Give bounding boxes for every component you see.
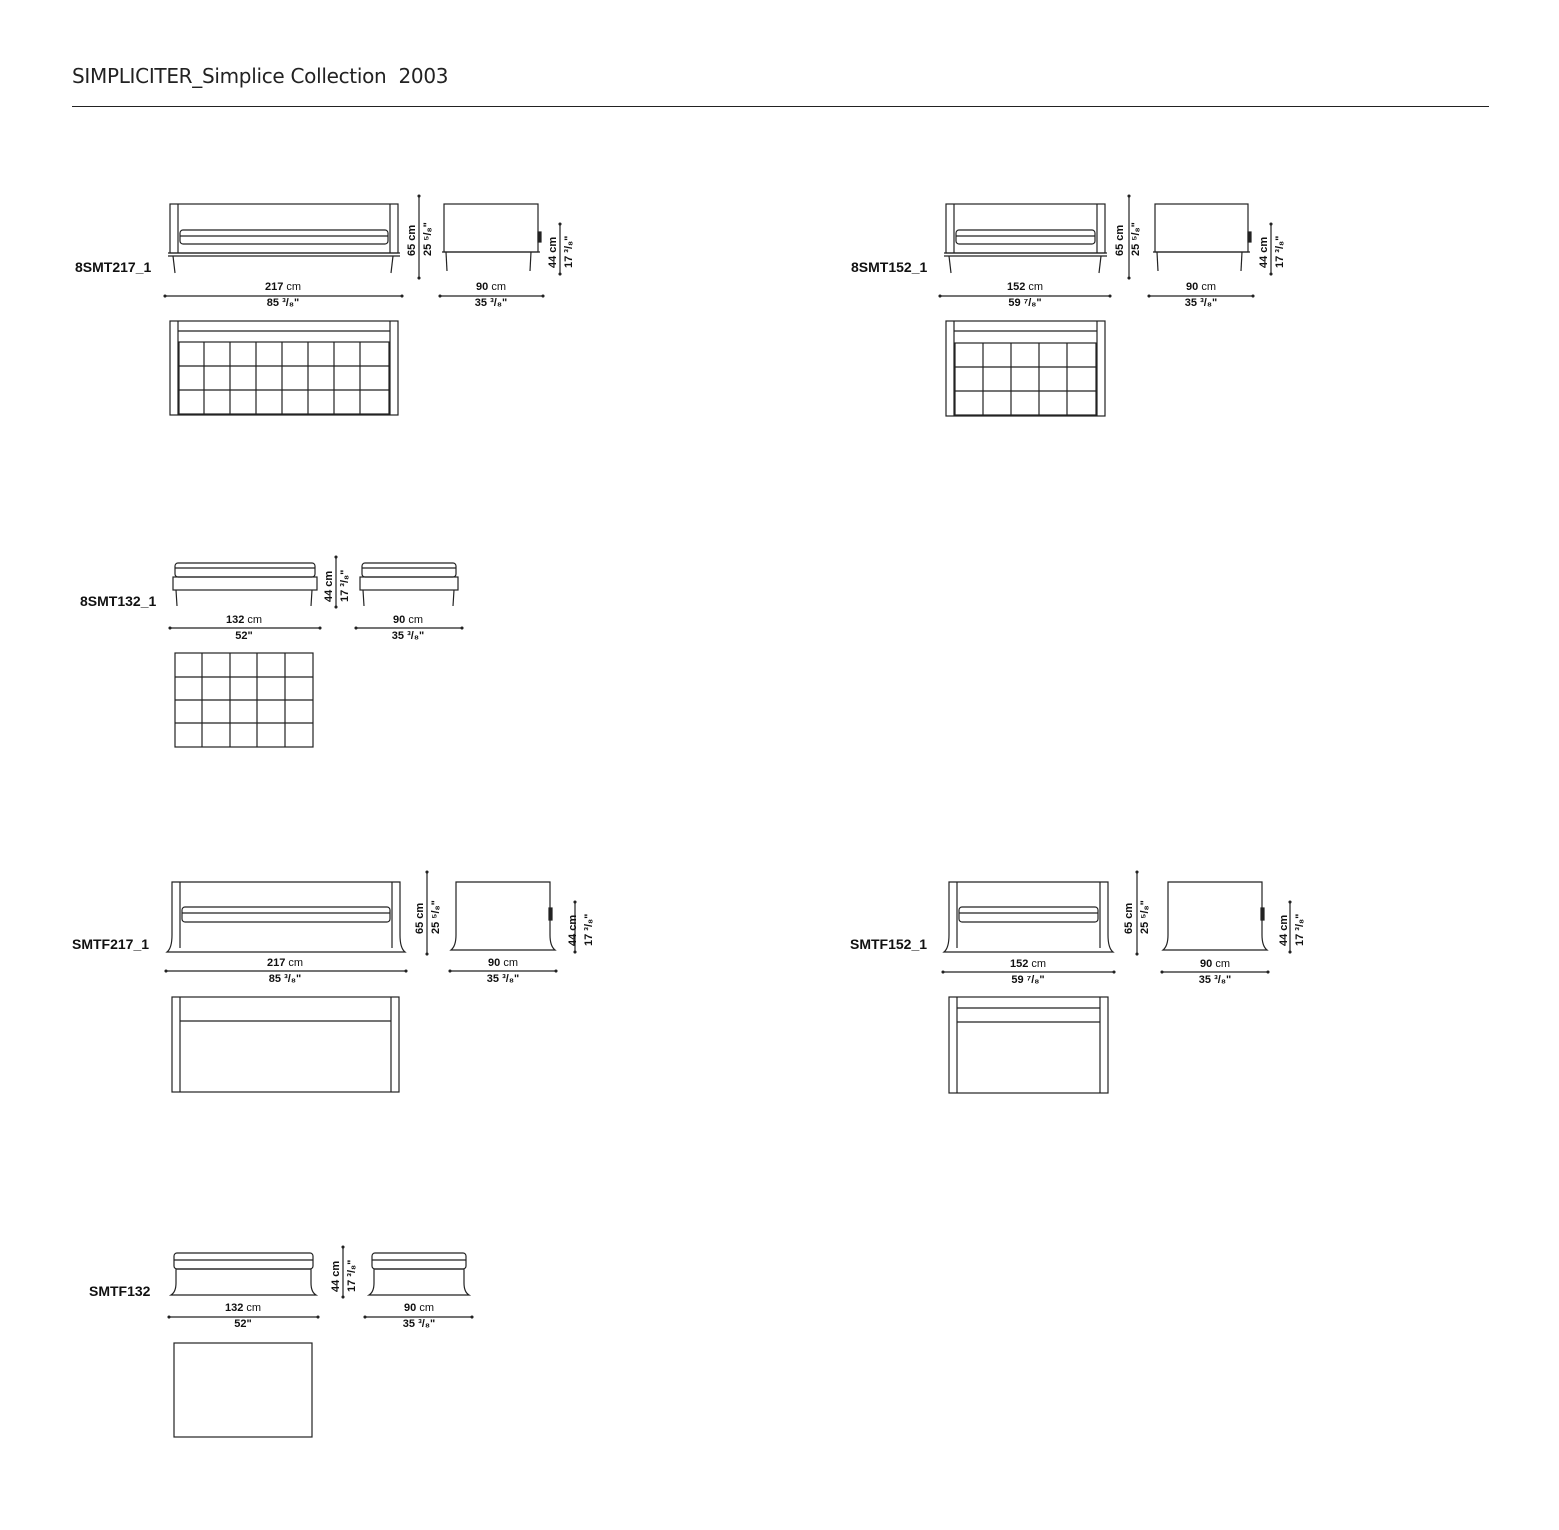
seat-height-in-label: 17 ³/₈": [1274, 235, 1286, 268]
height-cm-label: 65 cm: [1114, 224, 1126, 256]
seat-height-cm-label: 44 cm: [1258, 236, 1270, 268]
bench-8smt132-front-view: [173, 563, 317, 606]
width-in-label: 52": [234, 1318, 252, 1330]
height-in-label: 25 ⁵/₈": [1139, 900, 1151, 934]
height-in-label: 25 ⁵/₈": [1130, 222, 1142, 256]
width-in-label: 59 ⁷/₈": [1011, 974, 1045, 986]
depth-in-label: 35 ³/₈": [402, 1318, 436, 1330]
bench-8smt132-top-view: [175, 653, 313, 747]
sofa-8smt217-front-view: [168, 204, 400, 273]
height-cm-label: 65 cm: [406, 224, 418, 256]
width-in-label: 59 ⁷/₈": [1008, 297, 1042, 309]
page-title: SIMPLICITER_Simplice Collection 2003: [72, 64, 449, 88]
seat-height-cm-label: 44 cm: [1278, 914, 1290, 946]
sofa-8smt152-top-view: [946, 321, 1105, 416]
height-cm-label: 65 cm: [1123, 902, 1135, 934]
sofa-smtf217-top-view: [172, 997, 399, 1092]
seat-height-cm-label: 44 cm: [330, 1260, 342, 1292]
sofa-smtf152-top-view: [949, 997, 1108, 1093]
depth-cm-label: 90 cm: [488, 957, 518, 969]
depth-in-label: 35 ³/₈": [474, 297, 508, 309]
depth-in-label: 35 ³/₈": [391, 630, 425, 642]
height-cm-label: 65 cm: [414, 902, 426, 934]
seat-height-cm-label: 44 cm: [547, 236, 559, 268]
width-in-label: 85 ³/₈": [266, 297, 300, 309]
seat-height-in-label: 17 ³/₈": [339, 569, 351, 602]
width-cm-label: 132 cm: [225, 614, 263, 626]
seat-height-in-label: 17 ³/₈": [583, 913, 595, 946]
depth-in-label: 35 ³/₈": [1184, 297, 1218, 309]
depth-cm-label: 90 cm: [393, 614, 423, 626]
seat-height-cm-label: 44 cm: [323, 570, 335, 602]
width-in-label: 52": [235, 630, 253, 642]
sofa-smtf217-front-view: [167, 882, 405, 952]
width-cm-label: 132 cm: [224, 1302, 262, 1314]
seat-height-in-label: 17 ³/₈": [563, 235, 575, 268]
product-code: SMTF152_1: [850, 936, 928, 952]
depth-cm-label: 90 cm: [404, 1302, 434, 1314]
width-cm-label: 217 cm: [266, 957, 304, 969]
sofa-smtf217-side-view: [451, 882, 555, 950]
sofa-8smt152-side-view: [1153, 204, 1251, 271]
product-code: 8SMT132_1: [80, 593, 157, 609]
width-cm-label: 152 cm: [1006, 281, 1044, 293]
sofa-8smt152-front-view: [944, 204, 1107, 273]
sofa-smtf152-front-view: [944, 882, 1113, 952]
width-cm-label: 217 cm: [264, 281, 302, 293]
bench-smtf132-top-view: [174, 1343, 312, 1437]
width-in-label: 85 ³/₈": [268, 973, 302, 985]
height-in-label: 25 ⁵/₈": [430, 900, 442, 934]
seat-height-in-label: 17 ³/₈": [1294, 913, 1306, 946]
depth-cm-label: 90 cm: [1200, 958, 1230, 970]
product-code: SMTF217_1: [72, 936, 150, 952]
width-cm-label: 152 cm: [1009, 958, 1047, 970]
depth-in-label: 35 ³/₈": [486, 973, 520, 985]
height-in-label: 25 ⁵/₈": [422, 222, 434, 256]
seat-height-cm-label: 44 cm: [567, 914, 579, 946]
sofa-smtf152-side-view: [1163, 882, 1267, 950]
sofa-8smt217-top-view: [170, 321, 398, 415]
depth-cm-label: 90 cm: [1186, 281, 1216, 293]
bench-8smt132-side-view: [360, 563, 458, 606]
product-code: 8SMT152_1: [851, 259, 928, 275]
bench-smtf132-front-view: [171, 1253, 316, 1295]
bench-smtf132-side-view: [369, 1253, 469, 1295]
sofa-8smt217-side-view: [442, 204, 541, 271]
product-code: 8SMT217_1: [75, 259, 152, 275]
product-code: SMTF132: [89, 1283, 151, 1299]
depth-in-label: 35 ³/₈": [1198, 974, 1232, 986]
seat-height-in-label: 17 ³/₈": [346, 1259, 358, 1292]
depth-cm-label: 90 cm: [476, 281, 506, 293]
